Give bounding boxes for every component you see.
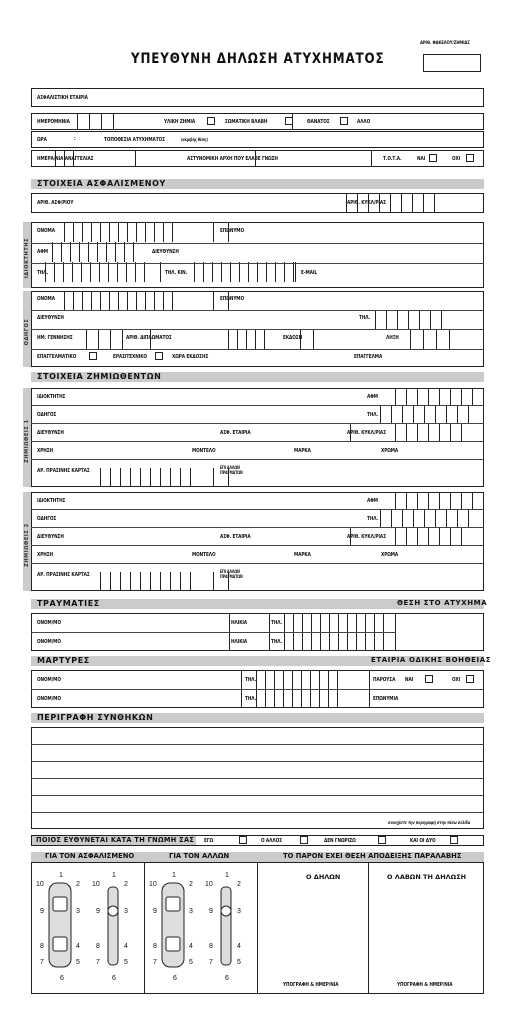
- wit1-name-label: ΟΝΟΜ/ΜΟ: [37, 677, 61, 683]
- d-oth-car-6: 6: [173, 975, 177, 982]
- policy-row: [31, 193, 484, 213]
- section-description: [31, 713, 484, 723]
- d-oth-bike-7: 7: [209, 959, 213, 966]
- motorbike-icon: [221, 887, 231, 965]
- driver-side-band: [23, 291, 31, 367]
- material-damage-checkbox[interactable]: [207, 117, 215, 125]
- d-ins-car-5: 5: [76, 959, 80, 966]
- liability-row: [31, 835, 484, 846]
- d2-insurer-label: ΑΣΦ. ΕΤΑΙΡΙΑ: [220, 534, 251, 540]
- section-witnesses-title: ΜΑΡΤΥΡΕΣ: [37, 656, 90, 665]
- signature-divider: [257, 863, 258, 993]
- d-ins-bike-8: 8: [96, 943, 100, 950]
- insurer-label: ΑΣΦΑΛΙΣΤΙΚΗ ΕΤΑΙΡΙΑ: [37, 95, 88, 101]
- d-ins-car-1: 1: [59, 872, 63, 879]
- d-ins-bike-7: 7: [96, 959, 100, 966]
- roadside-present-label: ΠΑΡΟΥΣΑ: [373, 677, 396, 683]
- d-oth-bike-3: 3: [237, 908, 241, 915]
- d2-foreign-label-2: ΠΡΑΓΜΑΤΩΝ: [220, 574, 243, 579]
- liability-both-checkbox[interactable]: [450, 836, 458, 844]
- d-oth-bike-4: 4: [237, 943, 241, 950]
- owner-phone-label: ΤΗΛ.: [37, 270, 49, 276]
- d-ins-bike-4: 4: [124, 943, 128, 950]
- other-label: ΑΛΛΟ: [357, 119, 371, 125]
- d-oth-bike-8: 8: [209, 943, 213, 950]
- d2-phone-label: ΤΗΛ.: [367, 516, 379, 522]
- d-ins-bike-2: 2: [124, 881, 128, 888]
- d-oth-car-4: 4: [189, 943, 193, 950]
- d-oth-car-8: 8: [153, 943, 157, 950]
- liability-other-checkbox[interactable]: [300, 836, 308, 844]
- section-roadside-title: ΕΤΑΙΡΙΑ ΟΔΙΚΗΣ ΒΟΗΘΕΙΑΣ: [371, 656, 492, 664]
- driver-name-label: ΟΝΟΜΑ: [37, 296, 55, 302]
- d2-owner-label: ΙΔΙΟΚΤΗΤΗΣ: [37, 498, 66, 504]
- d1-model-label: ΜΟΝΤΕΛΟ: [192, 448, 216, 454]
- d-ins-car-6: 6: [60, 975, 64, 982]
- amateur-checkbox[interactable]: [155, 352, 163, 360]
- liability-me-checkbox[interactable]: [239, 836, 247, 844]
- inj1-phone-label: ΤΗΛ.: [271, 620, 283, 626]
- d2-green-card-label: ΑΡ. ΠΡΑΣΙΝΗΣ ΚΑΡΤΑΣ: [37, 572, 90, 578]
- d1-green-card-label: ΑΡ. ΠΡΑΣΙΝΗΣ ΚΑΡΤΑΣ: [37, 468, 90, 474]
- tota-label: Τ.Ο.Τ.Α.: [383, 156, 402, 162]
- owner-block: [31, 222, 484, 288]
- d-ins-car-9: 9: [40, 908, 44, 915]
- owner-name-label: ΟΝΟΜΑ: [37, 228, 55, 234]
- section-injured-title: ΤΡΑΥΜΑΤΙΕΣ: [37, 599, 100, 608]
- inj2-phone-label: ΤΗΛ.: [271, 639, 283, 645]
- injured-block: [31, 613, 484, 651]
- d2-brand-label: ΜΑΡΚΑ: [294, 552, 311, 558]
- d1-foreign-label-1: ΕΠΙ ΑΛΛΩΝ: [220, 465, 240, 470]
- d-oth-car-1: 1: [172, 872, 176, 879]
- d1-insurer-label: ΑΣΦ. ΕΤΑΙΡΙΑ: [220, 430, 251, 436]
- d1-address-label: ΔΙΕΥΘΥΝΣΗ: [37, 430, 64, 436]
- description-box[interactable]: [31, 727, 484, 829]
- d2-color-label: ΧΡΩΜΑ: [381, 552, 399, 558]
- d-ins-car-3: 3: [76, 908, 80, 915]
- driver-surname-label: ΕΠΩΝΥΜΟ: [220, 296, 244, 302]
- section-insured-title: ΣΤΟΙΧΕΙΑ ΑΣΦΑΛΙΣΜΕΝΟΥ: [37, 179, 166, 188]
- wit1-phone-label: ΤΗΛ.: [245, 677, 257, 683]
- owner-side-label: ΙΔΙΟΚΤΗΤΗΣ: [24, 237, 30, 279]
- d-oth-car-7: 7: [153, 959, 157, 966]
- owner-side-band: [23, 222, 31, 288]
- issued-label: ΕΚΔΟΣΗ: [283, 335, 303, 341]
- d-oth-car-5: 5: [189, 959, 193, 966]
- d-ins-bike-1: 1: [112, 872, 116, 879]
- amateur-label: ΕΡΑΣΙΤΕΧΝΙΚΟ: [113, 354, 147, 360]
- inj2-name-label: ΟΝΟΜ/ΜΟ: [37, 639, 61, 645]
- continue-note: συνεχίστε την περιγραφή στην πίσω σελίδα: [388, 820, 471, 825]
- d-ins-car-2: 2: [76, 881, 80, 888]
- liability-both-label: ΚΑΙ ΟΙ ΔΥΟ: [410, 838, 436, 844]
- plate-no-label: ΑΡΙΘ. ΚΥΚΛ/ΡΙΑΣ: [347, 200, 386, 206]
- birth-date-label: ΗΜ. ΓΕΝΝΗΣΗΣ: [37, 335, 73, 341]
- owner-afm-label: ΑΦΜ: [37, 249, 48, 255]
- d-ins-bike-9: 9: [96, 908, 100, 915]
- bodily-injury-checkbox[interactable]: [285, 117, 293, 125]
- d2-afm-label: ΑΦΜ: [367, 498, 378, 504]
- driver-side-label: ΟΔΗΓΟΣ: [24, 318, 30, 346]
- section-description-title: ΠΕΡΙΓΡΑΦΗ ΣΥΝΘΗΚΩΝ: [37, 713, 154, 722]
- car-icon: [162, 883, 184, 967]
- owner-surname-label: ΕΠΩΝΥΜΟ: [220, 228, 244, 234]
- wit2-phone-label: ΤΗΛ.: [245, 696, 257, 702]
- file-number-label: ΑΡΙΘ. ΦΑΚΕΛΟΥ/ΖΗΜΙΑΣ: [420, 41, 470, 46]
- owner-address-label: ΔΙΕΥΘΥΝΣΗ: [152, 249, 179, 255]
- signature-divider-2: [368, 863, 369, 993]
- receiver-label: Ο ΛΑΒΩΝ ΤΗ ΔΗΛΩΣΗ: [387, 873, 467, 881]
- declarant-sig-date-label: ΥΠΟΓΡΑΦΗ & ΗΜΕΡ/ΝΙΑ: [283, 982, 339, 988]
- professional-label: ΕΠΑΓΓΕΛΜΑΤΙΚΟ: [37, 354, 77, 360]
- tota-no-checkbox[interactable]: [466, 154, 474, 162]
- file-number-field[interactable]: [423, 54, 481, 72]
- death-label: ΘΑΝΑΤΟΣ: [307, 119, 330, 125]
- d-ins-car-10: 10: [36, 881, 44, 888]
- section-damaged: [31, 372, 484, 382]
- d1-plate-label: ΑΡΙΘ. ΚΥΚΛ/ΡΙΑΣ: [347, 430, 386, 436]
- roadside-yes-checkbox[interactable]: [425, 675, 433, 683]
- location-label: ΤΟΠΟΘΕΣΙΑ ΑΤΥΧΗΜΑΤΟΣ: [104, 137, 165, 143]
- profession-label: ΕΠΑΓΓΕΛΜΑ: [354, 354, 383, 360]
- time-label: ΩΡΑ: [37, 137, 47, 143]
- location-note: (ακριβής θέση): [181, 137, 208, 142]
- d-oth-bike-9: 9: [209, 908, 213, 915]
- time-separator: :: [74, 136, 76, 142]
- driver-phone-label: ΤΗΛ.: [359, 315, 371, 321]
- police-label: ΑΣΤΥΝΟΜΙΚΗ ΑΡΧΗ ΠΟΥ ΕΛΑΒΕ ΓΝΩΣΗ: [187, 156, 278, 162]
- receiver-signature-field[interactable]: [371, 887, 481, 979]
- section-position-title: ΘΕΣΗ ΣΤΟ ΑΤΥΧΗΜΑ: [397, 599, 488, 607]
- d-oth-bike-6: 6: [225, 975, 229, 982]
- liability-question: ΠΟΙΟΣ ΕΥΘΥΝΕΤΑΙ ΚΑΤΑ ΤΗ ΓΝΩΜΗ ΣΑΣ: [36, 836, 195, 844]
- death-checkbox[interactable]: [340, 117, 348, 125]
- insurer-row: [31, 88, 484, 107]
- liability-other-label: Ο ΑΛΛΟΣ: [261, 838, 282, 844]
- tota-no-label: ΟΧΙ: [452, 156, 461, 162]
- material-damage-label: ΥΛΙΚΗ ΖΗΜΙΑ: [164, 119, 196, 125]
- d1-afm-label: ΑΦΜ: [367, 394, 378, 400]
- expiry-label: ΛΗΞΗ: [386, 335, 399, 341]
- inj1-name-label: ΟΝΟΜ/ΜΟ: [37, 620, 61, 626]
- proof-header: ΤΟ ΠΑΡΟΝ ΕΧΕΙ ΘΕΣΗ ΑΠΟΔΕΙΞΗΣ ΠΑΡΑΛΑΒΗΣ: [283, 852, 462, 860]
- d-oth-car-9: 9: [153, 908, 157, 915]
- d2-driver-label: ΟΔΗΓΟΣ: [37, 516, 57, 522]
- declarant-label: Ο ΔΗΛΩΝ: [306, 873, 341, 881]
- owner-mobile-label: ΤΗΛ. ΚΙΝ.: [165, 270, 188, 276]
- motorbike-icon: [108, 887, 118, 965]
- d-ins-bike-5: 5: [124, 959, 128, 966]
- damaged2-side-band: [23, 492, 31, 591]
- d-ins-car-7: 7: [40, 959, 44, 966]
- d-oth-car-10: 10: [149, 881, 157, 888]
- section-injured: [31, 599, 488, 609]
- d-oth-bike-10: 10: [205, 881, 213, 888]
- car-icon: [49, 883, 71, 967]
- d-oth-bike-5: 5: [237, 959, 241, 966]
- damaged2-block: [31, 492, 484, 591]
- d-ins-car-4: 4: [76, 943, 80, 950]
- d1-driver-label: ΟΔΗΓΟΣ: [37, 412, 57, 418]
- d1-use-label: ΧΡΗΣΗ: [37, 448, 54, 454]
- owner-email-label: E-MAIL: [301, 270, 318, 276]
- roadside-yes-label: ΝΑΙ: [405, 677, 414, 683]
- section-insured: [31, 179, 484, 189]
- d2-foreign-label-1: ΕΠΙ ΑΛΛΩΝ: [220, 569, 240, 574]
- receiver-sig-date-label: ΥΠΟΓΡΑΦΗ & ΗΜΕΡ/ΝΙΑ: [397, 982, 453, 988]
- d2-use-label: ΧΡΗΣΗ: [37, 552, 54, 558]
- d2-plate-label: ΑΡΙΘ. ΚΥΚΛ/ΡΙΑΣ: [347, 534, 386, 540]
- for-others-title: ΓΙΑ ΤΟΝ ΑΛΛΩΝ: [169, 852, 230, 860]
- d-ins-bike-10: 10: [92, 881, 100, 888]
- roadside-no-checkbox[interactable]: [466, 675, 474, 683]
- inj1-age-label: ΗΛΙΚΙΑ: [231, 620, 248, 626]
- liability-dontknow-label: ΔΕΝ ΓΝΩΡΙΖΩ: [324, 838, 356, 844]
- witness-block: [31, 670, 484, 708]
- liability-dontknow-checkbox[interactable]: [378, 836, 386, 844]
- bodily-injury-label: ΣΩΜΑΤΙΚΗ ΒΛΑΒΗ: [225, 119, 268, 125]
- d-oth-bike-1: 1: [225, 872, 229, 879]
- d-ins-bike-6: 6: [112, 975, 116, 982]
- d1-brand-label: ΜΑΡΚΑ: [294, 448, 311, 454]
- inj2-age-label: ΗΛΙΚΙΑ: [231, 639, 248, 645]
- damaged1-block: [31, 388, 484, 487]
- diagram-area: [31, 862, 484, 994]
- date-label: ΗΜΕΡΟΜΗΝΙΑ: [37, 119, 70, 125]
- liability-me-label: ΕΓΩ: [204, 838, 213, 844]
- section-damaged-title: ΣΤΟΙΧΕΙΑ ΖΗΜΙΩΘΕΝΤΩΝ: [37, 372, 162, 381]
- d-ins-bike-3: 3: [124, 908, 128, 915]
- page-title: ΥΠΕΥΘΥΝΗ ΔΗΛΩΣΗ ΑΤΥΧΗΜΑΤΟΣ: [131, 51, 385, 67]
- tota-yes-label: ΝΑΙ: [417, 156, 426, 162]
- d1-color-label: ΧΡΩΜΑ: [381, 448, 399, 454]
- for-insured-title: ΓΙΑ ΤΟΝ ΑΣΦΑΛΙΣΜΕΝΟ: [45, 852, 135, 860]
- damaged1-side-band: [23, 388, 31, 487]
- professional-checkbox[interactable]: [89, 352, 97, 360]
- section-witnesses: [31, 656, 492, 666]
- license-no-label: ΑΡΙΘ. ΔΙΠΛΩΜΑΤΟΣ: [126, 335, 172, 341]
- driver-block: [31, 291, 484, 367]
- wit2-name-label: ΟΝΟΜ/ΜΟ: [37, 696, 61, 702]
- damaged1-side-label: ΖΗΜΙΩΘΕΙΣ 1: [24, 418, 30, 463]
- d-oth-bike-2: 2: [237, 881, 241, 888]
- d1-foreign-label-2: ΠΡΑΓΜΑΤΩΝ: [220, 470, 243, 475]
- tota-yes-checkbox[interactable]: [429, 154, 437, 162]
- roadside-no-label: ΟΧΙ: [452, 677, 461, 683]
- d2-address-label: ΔΙΕΥΘΥΝΣΗ: [37, 534, 64, 540]
- date-row: [31, 113, 484, 130]
- diagram-header: [31, 852, 484, 862]
- damaged2-side-label: ΖΗΜΙΩΘΕΙΣ 2: [24, 522, 30, 567]
- d-oth-car-2: 2: [189, 881, 193, 888]
- d1-phone-label: ΤΗΛ.: [367, 412, 379, 418]
- declarant-signature-field[interactable]: [260, 887, 366, 979]
- report-date-label: ΗΜΕΡΑ/ΝΙΑ ΑΝΑΓΓΕΛΙΑΣ: [37, 156, 94, 162]
- policy-no-label: ΑΡΙΘ. ΑΣΦ/ΡΙΟΥ: [37, 200, 74, 206]
- d-oth-car-3: 3: [189, 908, 193, 915]
- report-row: [31, 150, 484, 167]
- d2-model-label: ΜΟΝΤΕΛΟ: [192, 552, 216, 558]
- company-name-label: ΕΠΩΝΥΜΙΑ: [373, 696, 399, 702]
- driver-address-label: ΔΙΕΥΘΥΝΣΗ: [37, 315, 64, 321]
- d1-owner-label: ΙΔΙΟΚΤΗΤΗΣ: [37, 394, 66, 400]
- issuing-country-label: ΧΩΡΑ ΕΚΔΟΣΗΣ: [172, 354, 209, 360]
- time-row: [31, 131, 484, 148]
- d-ins-car-8: 8: [40, 943, 44, 950]
